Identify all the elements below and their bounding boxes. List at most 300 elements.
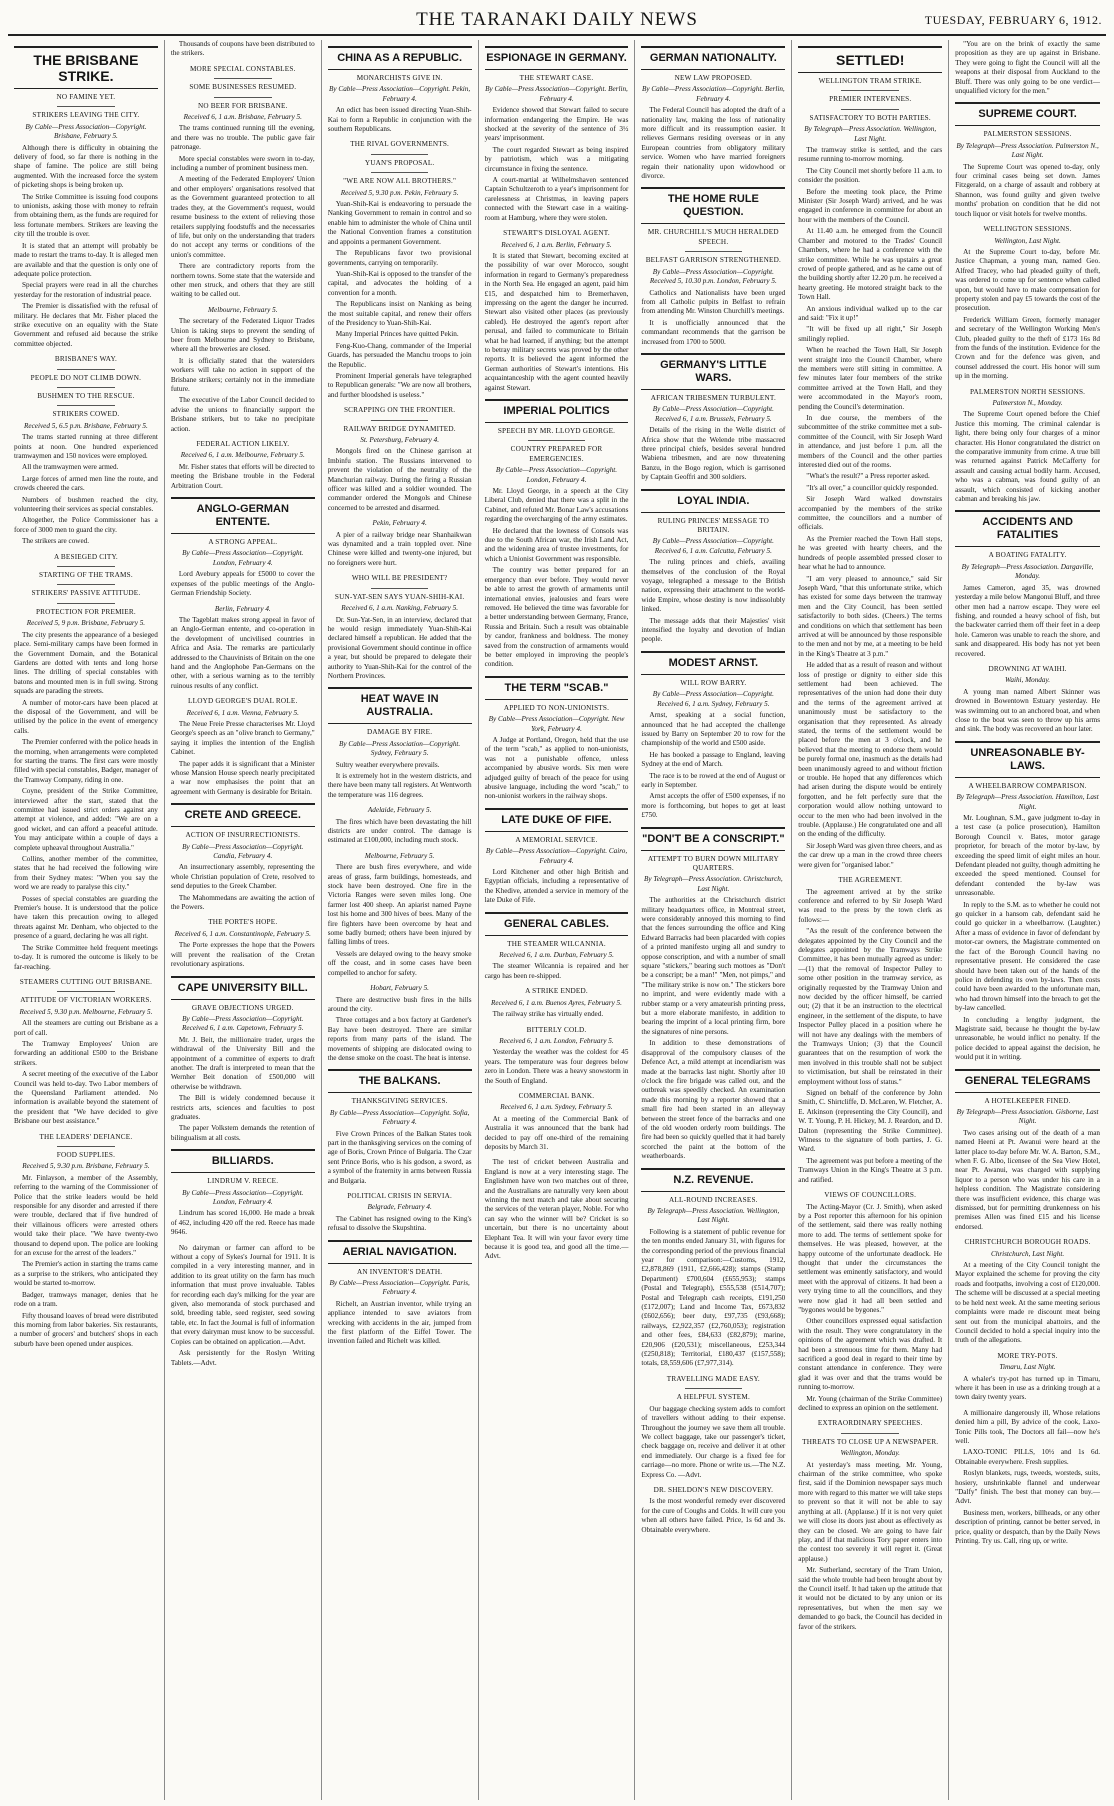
article-dateline: Received 6, 1 a.m. Melbourne, February 5. (180, 451, 305, 460)
article-subheading: SUN-YAT-SEN SAYS YUAN-SHIH-KAI. (334, 592, 465, 601)
article-paragraph: Large forces of armed men line the route, and crowds cheered the cars. (14, 474, 158, 493)
article-paragraph: Sir Joseph Ward was given three cheers, and as the car drew up a man in the crowd three cheers were given for "organised labor." (798, 841, 943, 869)
divider (841, 1433, 899, 1434)
article-paragraph: Frederick William Green, formerly manager and secretary of the Wellington Working Men's Club, pleaded guilty to the theft of £173 16s 8d from the funds of the institution. Evidence for the Crown and for the defence was given, and counsel addressed the court. His honor will sum up in the morning. (955, 315, 1100, 381)
column-6 (792, 40, 949, 1800)
article (14, 553, 158, 972)
article (798, 46, 942, 870)
divider (57, 991, 115, 992)
article (328, 140, 472, 400)
article-paragraph: When he reached the Town Hall, Sir Joseph went straight into the Council Chamber, where the members were still sitting in committee. A few minutes later four members of the strike committee arrived at the Town Hall, and they were accommodated in the Mayor's room, pending the Council's determination. (798, 346, 943, 411)
article (798, 1191, 942, 1413)
article-paragraph: The Premier conferred with the police heads in the morning, when arrangements were completed for starting the trams. The first cars were mostly filled with special constables, Badger, manager of the Tramway Company, riding in one. (14, 738, 158, 784)
article-subheading: TRAVELLING MADE EASY. (666, 1374, 760, 1383)
article-subheading: THE AGREEMENT. (838, 876, 903, 885)
newspaper-page (8, 40, 1106, 1800)
article (171, 497, 315, 598)
article-paragraph: All the steamers are cutting out Brisbane as a port of call. (14, 1019, 158, 1037)
article-dateline: Received 5, 9.30 p.m. Melbourne, February 5. (19, 1007, 153, 1016)
article-subheading: THE LEADERS' DEFIANCE. (39, 1132, 133, 1141)
article-paragraph: Sir Joseph Ward walked downstairs accompanied by the members of the strike committee, the councillors and a number of officials. (798, 495, 943, 532)
article-subheading: A WHEELBARROW COMPARISON. (968, 781, 1087, 790)
article-paragraph: The paper adds it is significant that a Minister whose Mansion House speech nearly precipitated a war now emphasises the point that an agreement with Germany is desirable for Britain. (170, 759, 315, 796)
article-paragraph: The Strike Committee is issuing food coupons to unionists, asking those with money to refrain from obtaining them, as the funds are required for less fortunate members. Strikers are leaving the city till the trouble is over. (14, 192, 158, 239)
article-subheading: WHO WILL BE PRESIDENT? (351, 574, 448, 583)
article-dateline: Received 5, 9 p.m. Brisbane, February 5. (26, 619, 146, 628)
article-paragraph: The trams continued running till the evening, and there was no trouble. The public gave fair patronage. (170, 124, 315, 152)
article-dateline: By Cable—Press Association—Copyright. London, February 4. (495, 466, 618, 484)
article-paragraph: Lindrum has scored 16,000. He made a break of 462, including 420 off the red. Reece has made 9646. (170, 1209, 315, 1237)
article-paragraph: "It's all over," a councillor quickly responded. (806, 483, 939, 492)
article-paragraph: Is the most wonderful remedy ever discovered for the cure of Coughs and Colds. It will cure you when all others have failed. Price, 1s 6d and 3s. Obtainable everywhere. (641, 1497, 786, 1534)
article-paragraph: Catholics and Nationalists have been urged from all Catholic pulpits in Belfast to refrain from attending Mr. Winston Churchill's meetings. (641, 288, 786, 316)
article-subheading: STEWART'S DISLOYAL AGENT. (503, 229, 610, 238)
article (328, 687, 472, 800)
article-dateline: Received 6, 1 a.m. Nanking, February 5. (341, 604, 459, 613)
article-paragraph: Although there is difficulty in obtaining the delivery of food, so far there is nothing in the shape of famine. The police are still being augmented. With the increased force the system of picketing shops is being broken up. (14, 143, 158, 190)
article-dateline: Hobart, February 5. (370, 984, 429, 993)
article-subheading: A MEMORIAL SERVICE. (515, 835, 598, 844)
article (955, 665, 1100, 735)
article-subheading: WILL ROW BARRY. (680, 678, 747, 687)
article (485, 1026, 629, 1086)
article-headline: SETTLED! (798, 46, 942, 73)
article-paragraph: At 11.40 a.m. he emerged from the Council Chamber and motored to the Trades' Council Chambers, where he had a conference with the strike committee. While he was upstairs a great crowd of people gathered, and as he came out of the building shortly after 12.20 p.m. he received a hearty greeting. He motored straight back to the Town Hall. (798, 227, 943, 302)
article-paragraph: The court regarded Stewart as being inspired by patriotism, which was a mitigating circumstance in fixing the sentence. (484, 145, 629, 173)
article-paragraph: A pier of a railway bridge near Shanhaikwan was dynamited and a train toppled over. Nine Chinese were killed and twenty-one injured, but no foreigners were hurt. (327, 530, 472, 567)
article-paragraph: Badger, tramways manager, denies that he rode on a tram. (14, 1290, 158, 1309)
article-subheading: STARTING OF THE TRAMS. (39, 571, 133, 580)
article-subheading: PROTECTION FOR PREMIER. (35, 607, 136, 616)
article-subheading: A HOTELKEEPER FINED. (984, 1096, 1071, 1105)
article-paragraph: The Federal Council has adopted the draft of a nationality law, making the loss of nationality more difficult and its reassumption easier. It relieves Germans residing overseas or in any European countries from obligatory military service. Women who have married foreigners regain their nationality upon widowhood or divorce. (641, 106, 786, 181)
article (641, 1486, 785, 1535)
article-paragraph: There are contradictory reports from the northern towns. Some state that the waterside and other men struck, and others that they are still waiting to be called out. (170, 262, 315, 299)
article-paragraph: An insurrectionary assembly, representing the whole Christian population of Crete, resolved to send deputies to the Greek Chamber. (170, 863, 315, 891)
article-paragraph: There are destructive bush fires in the hills around the city. (327, 995, 472, 1013)
article (485, 46, 629, 223)
article (798, 876, 942, 1185)
article-headline: GERMANY'S LITTLE WARS. (641, 353, 785, 390)
article-headline: HEAT WAVE IN AUSTRALIA. (328, 687, 472, 724)
article-subheading: PEOPLE DO NOT CLIMB DOWN. (30, 373, 142, 382)
article-dateline: By Cable—Press Association—Copyright. Sofia, February 4. (329, 1108, 470, 1127)
article-paragraph: Yuan-Shih-Kai is endeavoring to persuade the Nanking Government to remain in control and so enable him to administer the whole of China until the National Convention frames a constitution and appoints a permanent Government. (327, 200, 472, 246)
article-paragraph: The Cabinet has resigned owing to the King's refusal to dissolve the Skupshtina. (327, 1214, 472, 1233)
article-paragraph: Thousands of coupons have been distributed to the strikers. (170, 40, 315, 58)
article (485, 808, 629, 906)
article-headline: LATE DUKE OF FIFE. (485, 808, 629, 832)
article (328, 852, 472, 978)
article-subheading: THE STEAMER WILCANNIA. (507, 939, 606, 948)
article-paragraph: The Neue Freie Presse characterises Mr. Lloyd George's speech as an "olive branch to Germany," saying it implies the intention of the English Cabinet. (170, 719, 315, 757)
article-dateline: Received 6, 1 a.m. Sydney, February 5. (500, 1103, 613, 1112)
article (485, 987, 629, 1019)
article-paragraph: Mr. Fisher states that efforts will be directed to meeting the Brisbane trouble in the Federal Arbitration Court. (170, 462, 315, 490)
article-subheading: AN INVENTOR'S DEATH. (357, 1267, 443, 1276)
article-dateline: Received 5, 6.5 p.m. Brisbane, February 5. (24, 421, 148, 430)
article-paragraph: At the Supreme Court to-day, before Mr. Justice Chapman, a young man, named Geo. Alfred Tracey, who had pleaded guilty of theft, was ordered to come up for sentence when called upon, but would have to make compensation for property stolen and pay £5 towards the cost of the prosecution. (955, 247, 1100, 313)
article-paragraph: The executive of the Labor Council decided to advise the unions to financially support the Brisbane strikers, but to take no precipitate action. (170, 396, 315, 433)
article-paragraph: Collins, another member of the committee, states that he had received the following wire from their Sydney mates: "When you say the word we are ready to paralyse this city." (14, 855, 158, 892)
article (798, 1419, 942, 1632)
article-subheading: WELLINGTON TRAM STRIKE. (818, 77, 922, 85)
article-dateline: By Cable—Press Association—Copyright. Paris, February 4. (329, 1279, 470, 1297)
article (14, 355, 158, 547)
article (955, 1238, 1100, 1345)
article-subheading: BUSHMEN TO THE RESCUE. (37, 391, 135, 400)
article-paragraph: The agreement was put before a meeting of the Tramways Union in the King's Theatre at 3 p.m. and ratified. (798, 1156, 943, 1184)
article-subheading: THANKSGIVING SERVICES. (351, 1097, 448, 1106)
article (328, 984, 472, 1063)
article (14, 978, 158, 1127)
article-dateline: By Cable—Press Association—Copyright. Sydney, February 5. (339, 739, 461, 758)
article-subheading: LLOYD GEORGE'S DUAL ROLE. (188, 697, 298, 706)
article-paragraph: He has booked a passage to England, leaving Sydney at the end of March. (641, 750, 786, 769)
article-subheading: YUAN'S PROPOSAL. (364, 158, 435, 167)
article-headline: AERIAL NAVIGATION. (328, 1240, 472, 1264)
article-subheading: MORE TRY-POTS. (997, 1351, 1058, 1360)
article-paragraph: Three cottages and a box factory at Gardener's Bay have been destroyed. There are similar reports from many parts of the island. The movements of shipping are dislocated owing to the dense smoke on the coast. The heat is intense. (327, 1016, 472, 1062)
article-paragraph: Roslyn blankets, rugs, tweeds, worsteds, suits, hosiery, unshrinkable flannel and underwear "Dalfy" finish. The best that money can buy.—Advt. (955, 1469, 1100, 1506)
article-subheading: COMMERCIAL BANK. (518, 1091, 595, 1100)
column-3 (322, 40, 479, 1800)
article-paragraph: Altogether, the Police Commissioner has a force of 3000 men to guard the city. (14, 516, 158, 534)
article (485, 912, 629, 982)
article (171, 40, 315, 59)
article-paragraph: The authorities at the Christchurch district military headquarters office, in Montreal street, were considerably annoyed this morning to find that the fences surrounding the office and King Edward Barracks had been placarded with copies of a printed manifesto urging all and sundry to oppose conscription, and with a number of small square "stickers," bearing such mottoes as "Don't be a conscript; be a man!" "Men, not pimps," and "The military strike is now on." The stickers bore no imprint, and were evidently made with a rubber stamp or a very amateurish printing press, but a more elaborate manifesto, in addition to bearing the imprint of a local printing firm, bore the signatures of nine persons. (641, 896, 786, 1036)
article-paragraph: Mr. Sutherland, secretary of the Tram Union, said the whole trouble had been brought about by the Council itself. It had taken up the attitude that it would not be dictated to by any union or its representatives, but when the men say we demanded to go back, the Council has decided in favor of the strikers. (798, 1566, 943, 1631)
article-paragraph: It is stated that an attempt will probably be made to restart the trams to-day. It is alleged men are available and that the question is only one of adequate police protection. (14, 241, 158, 278)
article (485, 1092, 629, 1152)
article (328, 46, 472, 134)
article-dateline: By Cable—Press Association—Copyright. Berlin, February 4. (485, 85, 628, 103)
article-dateline: By Telegraph—Press Association. Hamilton, Last Night. (956, 793, 1099, 811)
article-paragraph: An edict has been issued directing Yuan-Shih-Kai to form a Republic in conjunction with the southern Republicans. (327, 106, 472, 134)
article-subheading: COUNTRY PREPARED FOR EMERGENCIES. (510, 445, 603, 463)
article-paragraph: The Republicans insist on Nanking as being the most suitable capital, and renew their offers of the Presidency to Yuan-Shih-Kai. (327, 300, 472, 327)
article-paragraph: The race is to be rowed at the end of August or early in September. (641, 771, 786, 789)
article-paragraph: A meeting of the Federated Employers' Union and other employers' organisations resolved that as the Government guaranteed protection to all trades they, at the Government's request, would resume business to the extent of relieving those retailers supplying foodstuffs and the necessaries of life, but only on the understanding that traders do not accept any terms or conditions of the union's committee. (170, 175, 315, 259)
divider (371, 154, 429, 155)
article-subheading: PALMERSTON NORTH SESSIONS. (969, 387, 1086, 396)
article (955, 510, 1100, 658)
article-paragraph: Lord Kitchener and other high British and Egyptian officials, including a representative of the Khedive, attended a service in memory of the late Duke of Fife. (484, 868, 629, 905)
article-paragraph: An anxious individual walked up to the car and said: "Fix it up!" (798, 304, 943, 322)
article-paragraph: The city presents the appearance of a besieged place. Semi-military camps have been formed in the Government Domain, and the Botanical Gardens are dotted with tents and long horse lines. The drilling of special constables with batons and mounted men is in full swing. Strong squads are parading the streets. (14, 630, 158, 696)
article-paragraph: Mr. Young (chairman of the Strike Committee) declined to express an opinion on the settlement. (798, 1394, 943, 1413)
divider (685, 1388, 743, 1389)
issue-date: TUESDAY, FEBRUARY 6, 1912. (924, 13, 1102, 27)
article-subheading: NEW LAW PROPOSED. (674, 74, 753, 82)
article-paragraph: The tramway strike is settled, and the cars resume running to-morrow morning. (798, 146, 943, 164)
article-paragraph: Ask persistently for the Roslyn Writing Tablets.—Advt. (170, 1349, 315, 1367)
article-subheading: A BESIEGED CITY. (53, 552, 118, 561)
article (171, 803, 315, 912)
divider (371, 588, 429, 589)
article-subheading: "WE ARE NOW ALL BROTHERS." (343, 177, 457, 186)
article-paragraph: "You are on the brink of exactly the same proposition as they are up against in Brisbane. They were going to fight the Council will all the weapons at their disposal from Auckland to the Bluff. There was only going to be one verdict—unqualified victory for the men." (955, 40, 1100, 96)
article (485, 399, 629, 670)
article-subheading: APPLIED TO NON-UNIONISTS. (503, 703, 610, 712)
article-paragraph: In concluding a lengthy judgment, the Magistrate said, because he thought the by-law unreasonable, he would inflict no penalty. If the police decided to appeal against the decision, he would put it in writing. (955, 1015, 1100, 1062)
article-subheading: NO BEER FOR BRISBANE. (197, 101, 288, 110)
article-dateline: Adelaide, February 5. (367, 806, 432, 815)
article-paragraph: Prominent Imperial generals have telegraphed to Republican generals: "We are now all brothers, and further bloodshed is useless." (327, 371, 472, 399)
article-subheading: CHRISTCHURCH BOROUGH ROADS. (964, 1238, 1091, 1247)
article-dateline: Received 5, 9.30 p.m. Brisbane, February 5. (22, 1162, 150, 1171)
article-headline: THE TERM "SCAB." (485, 676, 629, 700)
article-paragraph: A secret meeting of the executive of the Labor Council was held to-day. Two Labor members of the Queensland Parliament attended. No information is available beyond the statement of the president that "We have decided to give Brisbane our best assistance." (14, 1070, 158, 1126)
article-paragraph: The paper Volkstem demands the retention of bilingualism at all costs. (170, 1124, 315, 1142)
column-7 (949, 40, 1106, 1800)
article-subheading: LINDRUM V. REECE. (207, 1177, 279, 1186)
article-paragraph: Arnst accepts the offer of £500 expenses, if no more is forthcoming, but hopes to get at least £750. (641, 792, 786, 820)
article (955, 1069, 1100, 1233)
article-subheading: ACTION OF INSURRECTIONISTS. (185, 831, 301, 840)
column-4 (479, 40, 636, 1800)
article-paragraph: Other councillors expressed equal satisfaction with the result. They were congratulatory in the opinions of the agreement which was drafted. It had been a strenuous time for them. Many had sacrificed a good deal in regard to their time by constant attendance in conference. They were glad it was over and that the trams would be running to-morrow. (798, 1317, 943, 1392)
article-paragraph: Details of the rising in the Welle district of Africa show that the Welende tribe massacred three principal chiefs, besides several hundred Wabiena tribesmen, and are now threatening Banzu, in the Bogo region, which is garrisoned by Captain Geoffri and 300 soldiers. (641, 426, 786, 482)
column-1 (8, 40, 165, 1800)
column-5 (635, 40, 792, 1800)
divider (528, 440, 586, 441)
newspaper-title: THE TARANAKI DAILY NEWS (416, 9, 698, 30)
article (641, 489, 785, 645)
article-headline: N.Z. REVENUE. (641, 1168, 785, 1192)
article (641, 651, 785, 821)
article-headline: GENERAL TELEGRAMS (955, 1069, 1100, 1093)
article (641, 46, 785, 181)
article-subheading: SATISFACTORY TO BOTH PARTIES. (809, 113, 931, 122)
article-subheading: THREATS TO CLOSE UP A NEWSPAPER. (802, 1437, 939, 1446)
article-paragraph: Vessels are delayed owing to the heavy smoke off the coast, and in some cases have been compelled to anchor for safety. (327, 949, 472, 977)
article (328, 406, 472, 513)
article-dateline: By Cable—Press Association—Copyright. Candia, February 4. (182, 842, 304, 861)
article-headline: THE HOME RULE QUESTION. (641, 187, 785, 224)
article-dateline: Wellington, Monday. (840, 1449, 900, 1458)
article-paragraph: It is extremely hot in the western districts, and there have been many tall registers. At Wentworth the temperature was 116 degrees. (327, 771, 472, 799)
article (14, 46, 158, 349)
article-paragraph: The Porte expresses the hope that the Powers will prevent the realisation of the Cretan revolutionary aspirations. (170, 941, 315, 969)
article-subheading: POLITICAL CRISIS IN SERVIA. (347, 1192, 453, 1200)
article-dateline: Wellington, Last Night. (994, 236, 1061, 245)
article-subheading: ATTITUDE OF VICTORIAN WORKERS. (20, 996, 152, 1005)
article-subheading: THE STEWART CASE. (519, 74, 594, 82)
divider (841, 109, 899, 110)
divider (57, 405, 115, 406)
article-paragraph: The Premier is dissatisfied with the refusal of military. He declares that Mr. Fisher placed the strike executive on an equality with the State Government and refused aid because the strike committee objected. (14, 302, 158, 348)
divider (57, 1146, 115, 1147)
article-headline: ANGLO-GERMAN ENTENTE. (171, 497, 315, 534)
article-paragraph: The Mahommedans are awaiting the action of the Powers. (170, 893, 315, 912)
article-headline: THE BALKANS. (328, 1069, 472, 1093)
article (171, 440, 315, 491)
article-paragraph: Business men, workers, billheads, or any other description of printing, cannot be better served, in price, quality or despatch, than by the Daily News Printing. Try us. Call, ring up, or write. (955, 1508, 1100, 1546)
article-dateline: Received 6, 1 a.m. Berlin, February 5. (501, 240, 612, 249)
divider (371, 172, 429, 173)
article (14, 1133, 158, 1350)
article-paragraph: The fires which have been devastating the hill districts are under control. The damage is estimated at £100,000, including much stock. (327, 817, 472, 845)
article-dateline: Received 6, 1 a.m. London, February 5. (499, 1036, 614, 1045)
article-headline: MODEST ARNST. (641, 651, 785, 675)
article (955, 102, 1100, 219)
article-paragraph: More special constables were sworn in to-day, including a number of prominent business men. (170, 154, 315, 173)
article-paragraph: In reply to the S.M. as to whether he could not go quicker in a hansom cab, defendant said he could go quicker in a wheelbarrow. (Laughter.) After a mass of evidence in favor of defendant by motor-car owners, the Magistrate commented on the fact of the Borough Council having no representative present. He considered the case should have been taken out of the hands of the police in defending its own by-laws. Then costs could have been awarded to the unfortunate man, who had thrown himself into the breach to get the by-law cancelled. (955, 900, 1100, 1013)
article-paragraph: Evidence showed that Stewart failed to secure information endangering the Empire. He was shocked at the severity of the sentence of 3½ years' imprisonment. (484, 106, 629, 143)
article (171, 697, 315, 797)
article-paragraph: A young man named Albert Skinner was drowned in Bowentown Estuary yesterday. He was swimming out to an anchored boat, and when close to the boat was seen to throw up his arms and sink. The body was recovered an hour later. (955, 687, 1100, 734)
article-paragraph: No dairyman or farmer can afford to be without a copy of Sykes's Journal for 1911. It is compiled in a very interesting manner, and in addition to its great utility on the farm has much information that must prove invaluable. Tables for recording each day's milking for the year are given, also memoranda of stock purchased and sold, breeding table, seed register, seed sowing table, etc. In fact the Journal is full of information that every dairyman must know to be successful. Copies can be obtained on application.—Advt. (170, 1243, 315, 1346)
article-dateline: By Cable—Press Association—Copyright. Received 5, 10.30 p.m. London, February 5. (649, 267, 777, 286)
article-dateline: By Cable—Press Association—Copyright. Cairo, February 4. (485, 847, 628, 865)
article-paragraph: Dr. Sun-Yat-Sen, in an interview, declared that he would resign immediately Yuan-Shih-Kai declared himself a republican. He added that the provisional Government should continue in office a year, but should be prepared to delegate their authority to Yuan-Shih-Kai for the control of the Northern Provinces. (327, 615, 472, 680)
article-paragraph: The City Council met shortly before 11 a.m. to consider the position. (798, 166, 943, 185)
article-headline: UNREASONABLE BY-LAWS. (955, 741, 1100, 778)
article-dateline: By Cable—Press Association—Copyright. Pekin, February 4. (329, 85, 471, 103)
article-paragraph: Coyne, president of the Strike Committee, interviewed after the start, stated that the committee had issued strict orders against any attempt at violence, and added: "We are on a good wicket, and can afford a peaceful attitude. You may anticipate within a couple of days a complete upheaval throughout Australia." (14, 787, 158, 852)
article (955, 741, 1100, 1063)
article-dateline: By Telegraph—Press Association. Wellington, Last Night. (804, 125, 937, 143)
article-paragraph: A whaler's try-pot has turned up in Timaru, where it has been in use as a drinking trough at a town dairy twenty years. (955, 1374, 1100, 1402)
article-paragraph: Special prayers were read in all the churches yesterday for the restoration of industrial peace. (14, 281, 158, 299)
article-dateline: By Telegraph—Press Association. Palmerston N., Last Night. (956, 141, 1099, 160)
article-paragraph: It is stated that Stewart, becoming excited at the possibility of war over Morocco, sought information in regard to Germany's preparedness in the North Sea. He engaged an agent, paid him £15, and despatched him to Bremerhaven, impressing on the agent the danger he incurred. Stewart also visited other places (as previously cabled). He destroyed the agent's report after perusal, and failed to communicate to Britain what he had learned, if anything; but the attempt to betray military secrets was proved by the other reports. It is believed the agent informed the German authorities of Stewart's intentions. His acquaintanceship with the agent counted heavily against Stewart. (484, 251, 629, 392)
article-dateline: Received 6, 1 a.m. Buenos Ayres, February 5. (491, 998, 622, 1007)
article-paragraph: Mongols fired on the Chinese garrison at Imbinfu station. The Russians intervened to prevent the violation of the neutrality of the Manchurian railway. During the firing a Russian officer was killed and a soldier wounded. The commander ordered the Mongols and Chinese concerned to be arrested and disarmed. (327, 447, 472, 512)
article (641, 827, 785, 1162)
divider (57, 387, 115, 388)
divider (841, 90, 899, 91)
article-dateline: Pekin, February 4. (372, 519, 427, 528)
article (171, 306, 315, 434)
article-dateline: By Cable—Press Association—Copyright. Received 6, 1 a.m. Brussels, February 5. (652, 405, 774, 423)
article-paragraph: The Tageblatt makes strong appeal in favor of an Anglo-German entente, and co-operation in the development of uncivilised countries in Africa and Asia. The remarks are particularly addressed to the Chauvinists of Britain on the one hand and the Anglophobe Pan-Germans on the other, with a serious warning as to the terribly ruinous results of any conflict. (170, 615, 315, 690)
article-subheading: MONARCHISTS GIVE IN. (356, 74, 443, 82)
article-paragraph: "It will be fixed up all right," Sir Joseph smilingly replied. (798, 325, 943, 343)
article-subheading: DROWNING AT WAIHI. (988, 664, 1067, 673)
article-paragraph: James Cameron, aged 35, was drowned yesterday a mile below Mangonui Bluff, and three other men had a narrow escape. They were eel fishing, and rounded a heavy school of fish, but the backwater carried them off their feet in a deep hole. Cameron was unable to reach the shore, and sank and disappeared. His body has not yet been recovered. (955, 583, 1100, 658)
article-paragraph: A court-martial at Wilhelmshaven sentenced Captain Schultzeroth to a year's imprisonment for carelessness at Christmas, in leaving papers connected with the Stewart case in a waiting-room at Hamburg, where they were stolen. (484, 176, 629, 222)
article-subheading: RAILWAY BRIDGE DYNAMITED. (343, 424, 456, 433)
article-dateline: Melbourne, February 5. (364, 851, 435, 860)
article-headline: GENERAL CABLES. (485, 912, 629, 936)
article-paragraph: The agreement arrived at by the strike conference and referred to by Sir Joseph Ward was read to the press by the town clerk as follows:— (798, 887, 943, 924)
article-paragraph: Feng-Kuo-Chang, commander of the Imperial Guards, has persuaded the Manchu troops to join the Republic. (327, 341, 472, 369)
article-subheading: MR. CHURCHILL'S MUCH HERALDED SPEECH. (647, 228, 779, 246)
article-paragraph: Fifty thousand loaves of bread were distributed this morning from labor bakeries. Six restaurants, a number of grocers' and butchers' shops in each suburb have been opened under auspices. (14, 1311, 158, 1348)
article-headline: SUPREME COURT. (955, 102, 1100, 126)
article-paragraph: Arnst, speaking at a social function, announced that he had accepted the challenge issued by Barry on September 20 to row for the championship of the world and £500 aside. (641, 711, 786, 748)
column-2 (165, 40, 322, 1800)
article-paragraph: Mr. Finlayson, a member of the Assembly, referring to the warning of the Commissioner of Police that the strike leaders would be held responsible for any disorder and arrested if there were trouble, declared that if five hundred of their villainous officers were arrested others would take their place. "We have twenty-two thousand to depend upon. The police are looking for an excuse for the arrest of the leaders." (14, 1173, 158, 1258)
article-dateline: By Telegraph—Press Association. Wellington, Last Night. (647, 1206, 780, 1225)
article-dateline: By Telegraph—Press Association. Christchurch, Last Night. (644, 875, 783, 893)
article-subheading: RULING PRINCES' MESSAGE TO BRITAIN. (657, 516, 770, 534)
article-subheading: SOME BUSINESSES RESUMED. (189, 83, 297, 92)
article-subheading: THE PORTE'S HOPE. (208, 918, 278, 927)
article (171, 65, 315, 300)
divider (214, 97, 272, 98)
divider (214, 78, 272, 79)
article-paragraph: "What's the result?" a Press reporter asked. (806, 472, 930, 481)
article-paragraph: In addition to these demonstrations of disapproval of the compulsory clauses of the Defence Act, a mild attempt at incendiarism was made at the barracks last night. Shortly after 10 o'clock the fire brigade was called out, and the outbreak was speedily checked. An examination made this morning by a reporter showed that a small fire had been started in an alleyway between the street fence of the barracks and one of the old wooden orderly room buildings. The fire had been so quickly quelled that it had barely scorched the paint at the bottom of the weatherboards. (641, 1039, 786, 1161)
article-paragraph: Two cases arising out of the death of a man named Heeni at Pt. Awanui were heard at the latter place to-day before Mr. W. A. Barton, S.M., when F. G. Albo, licensee of the Sea View Hotel, near Pt. Awanui, was charged with supplying liquor to a person who was under his care in a helpless condition. The Magistrate considering there was insufficient evidence, this charge was dismissed, but for permitting drunkenness on his premises Allen was fined £15 and his license endorsed. (955, 1128, 1100, 1231)
article-paragraph: It is officially stated that the watersiders workers will take no action in support of the Brisbane strikers; certainly not in the immediate future. (170, 356, 315, 393)
article-subheading: A STRIKE ENDED. (525, 987, 588, 996)
article-headline: IMPERIAL POLITICS (485, 399, 629, 423)
article-dateline: By Cable—Press Association—Copyright. New York, February 4. (488, 715, 625, 733)
article-subheading: PREMIER INTERVENES. (829, 95, 912, 104)
article-headline: LOYAL INDIA. (641, 489, 785, 513)
article-paragraph: Sultry weather everywhere prevails. (335, 760, 440, 769)
article (171, 605, 315, 692)
article-subheading: SCRAPPING ON THE FRONTIER. (343, 406, 456, 415)
article (171, 918, 315, 969)
article-headline: ESPIONAGE IN GERMANY. (485, 46, 629, 70)
article (328, 806, 472, 846)
article-paragraph: The steamer Wilcannia is repaired and her cargo has been re-shipped. (484, 962, 629, 980)
article-dateline: By Telegraph—Press Association. Gisborne, Last Night. (956, 1107, 1099, 1126)
article (485, 229, 629, 393)
article-paragraph: The Tramway Employees' Union are forwarding an additional £500 to the Brisbane strikers. (14, 1039, 158, 1067)
article-subheading: STRIKERS COWED. (52, 410, 120, 419)
article (641, 353, 785, 483)
article-subheading: NO FAMINE YET. (56, 93, 116, 101)
article-paragraph: The Bill is widely condemned because it restricts arts, sciences and faculties to post graduates. (170, 1094, 315, 1121)
article (328, 1240, 472, 1347)
article-paragraph: The Premier's action in starting the trams came as a surprise to the strikers, who anticipated they would be started to-morrow. (14, 1260, 158, 1288)
article-paragraph: At a meeting of the City Council tonight the Mayor explained the scheme for proving the city roads and footpaths, involving a cost of £120,000. The scheme will be discussed at a special meeting to be held next week. At the same meeting serious complaints were made re discount meat being sent out from the municipal abattoirs, and the Council decided to hold a special inquiry into the truth of the allegations. (955, 1261, 1100, 1345)
article (641, 1375, 785, 1480)
article-dateline: By Telegraph—Press Association. Dargaville, Monday. (961, 562, 1094, 581)
article-dateline: By Cable—Press Association—Copyright. London, February 4. (182, 549, 304, 567)
article-headline: CRETE AND GREECE. (171, 803, 315, 827)
masthead (8, 0, 1106, 36)
article-headline: GERMAN NATIONALITY. (641, 46, 785, 70)
article-dateline: Melbourne, February 5. (208, 305, 278, 314)
divider (57, 603, 115, 604)
article-subheading: A STRONG APPEAL. (208, 538, 278, 547)
article-paragraph: Lord Avebury appeals for £5000 to cover the expenses of the public meetings of the Anglo-German Friendship Society. (170, 570, 315, 598)
article-paragraph: The message adds that their Majesties' visit intensified the loyalty and devotion of Indian people. (641, 616, 786, 644)
article-paragraph: "As the result of the conference between the delegates appointed by the City Council and the delegates appointed by the Tramways Strike Committee, it has been mutually agreed as under:—(1) that the removal of Inspector Pulley to some other position in the tramway service, as originally requested by the Tramway Union and now decided by the officer himself, be carried out; (2) that it be an instruction to the electrical engineer, in the settlement of the dispute, to have Inspector Pulley placed in a position where he will not have any dealings with the members of the Tramways Union; (3) that the Council guarantees that on the resumption of work the men involved in this trouble shall not be subject to victimisation, but shall be reinstated in their employment without loss of status." (798, 927, 943, 1086)
article-paragraph: At yesterday's mass meeting, Mr. Young, chairman of the strike committee, who spoke first, said if the Dominion newspaper says much more with regard to this matter we will take steps to prevent so that it will not be able to say anything at all. (Applause.) If it is not very quiet we will close its doors just about as effectively as they can be closed. We are going to have fair play, and if that malicious Tory paper enters into the contest too severely it will regret it. (Great applause.) (798, 1460, 943, 1563)
article (485, 1158, 629, 1261)
article-subheading: EXTRAORDINARY SPEECHES. (817, 1419, 923, 1428)
article (641, 1168, 785, 1369)
article-paragraph: The country was better prepared for an emergency than ever before. They would never be able to arrest the growth of armaments until international envies, jealousies and fears were removed. He believed the time was favorable for a better understanding between Germany, France, Russia and Britain. Such a result was obtainable by candor, frankness and boldness. The money saved from the construction of armaments would be better employed in improving the people's condition. (484, 566, 629, 669)
article (328, 1069, 472, 1186)
article-paragraph: He declared that the lowness of Consols was due to the South African war, the Irish Land Act, and the widening area of trustee investments, for which a Unionist Government was responsible. (484, 526, 629, 563)
article-paragraph: The trams started running at three different points at noon. One hundred experienced tramwaymen and 150 novices were employed. (14, 433, 158, 460)
article-paragraph: The test of cricket between Australia and England is now at a very interesting stage. The Englishmen have won two matches out of three, and the Australians are naturally very keen about winning the next match and take about securing the services of the veteran player, Noble. For who can say who the winner will be? Cricket is so uncertain, but there is no uncertainty about Elephant Tea. It will win your favor every time because it is good tea, and good all the time.—Advt. (484, 1158, 629, 1261)
article (955, 225, 1100, 382)
article-dateline: By Cable—Press Association—Copyright. Received 6, 1 a.m. Capetown, February 5. (181, 1014, 304, 1033)
divider (57, 369, 115, 370)
article-paragraph: A millionaire dangerously ill, Whose relations denied him a pill, By advice of the cook, Laxo-Tonic Pills took, The Doctors all fail—now he's well. (955, 1408, 1100, 1445)
article-paragraph: Before the meeting took place, the Prime Minister (Sir Joseph Ward) arrived, and he was engaged in conference in committee for about an hour with the members of the Council. (798, 187, 943, 224)
article-paragraph: The secretary of the Federated Liquor Trades Union is taking steps to prevent the sending of beer from Melbourne and Sydney to Brisbane, where all the breweries are closed. (170, 317, 315, 354)
article (641, 187, 785, 346)
article-headline: ACCIDENTS AND FATALITIES (955, 510, 1100, 547)
divider (57, 106, 115, 107)
article-paragraph: Mr. Loughnan, S.M., gave judgment to-day in a test case (a police prosecution), Hamilton Borough Council v. Bates, motor garage proprietor, for breach of the motor by-law, by exceeding the speed limit of eight miles an hour. Defendant pleaded not guilty, though admitting he exceeded the speed mentioned. Counsel for defendant contended the by-law was unreasonable. (955, 814, 1100, 898)
article-paragraph: Richelt, an Austrian inventor, while trying an appliance intended to save aviators from wrecking with accidents in the air, jumped from the first platform of the Eiffel Tower. The invention failed and Richelt was killed. (327, 1299, 472, 1346)
article-subheading: ALL-ROUND INCREASES. (669, 1195, 758, 1204)
article (328, 1192, 472, 1234)
article-subheading: SPEECH BY MR. LLOYD GEORGE. (497, 427, 616, 435)
